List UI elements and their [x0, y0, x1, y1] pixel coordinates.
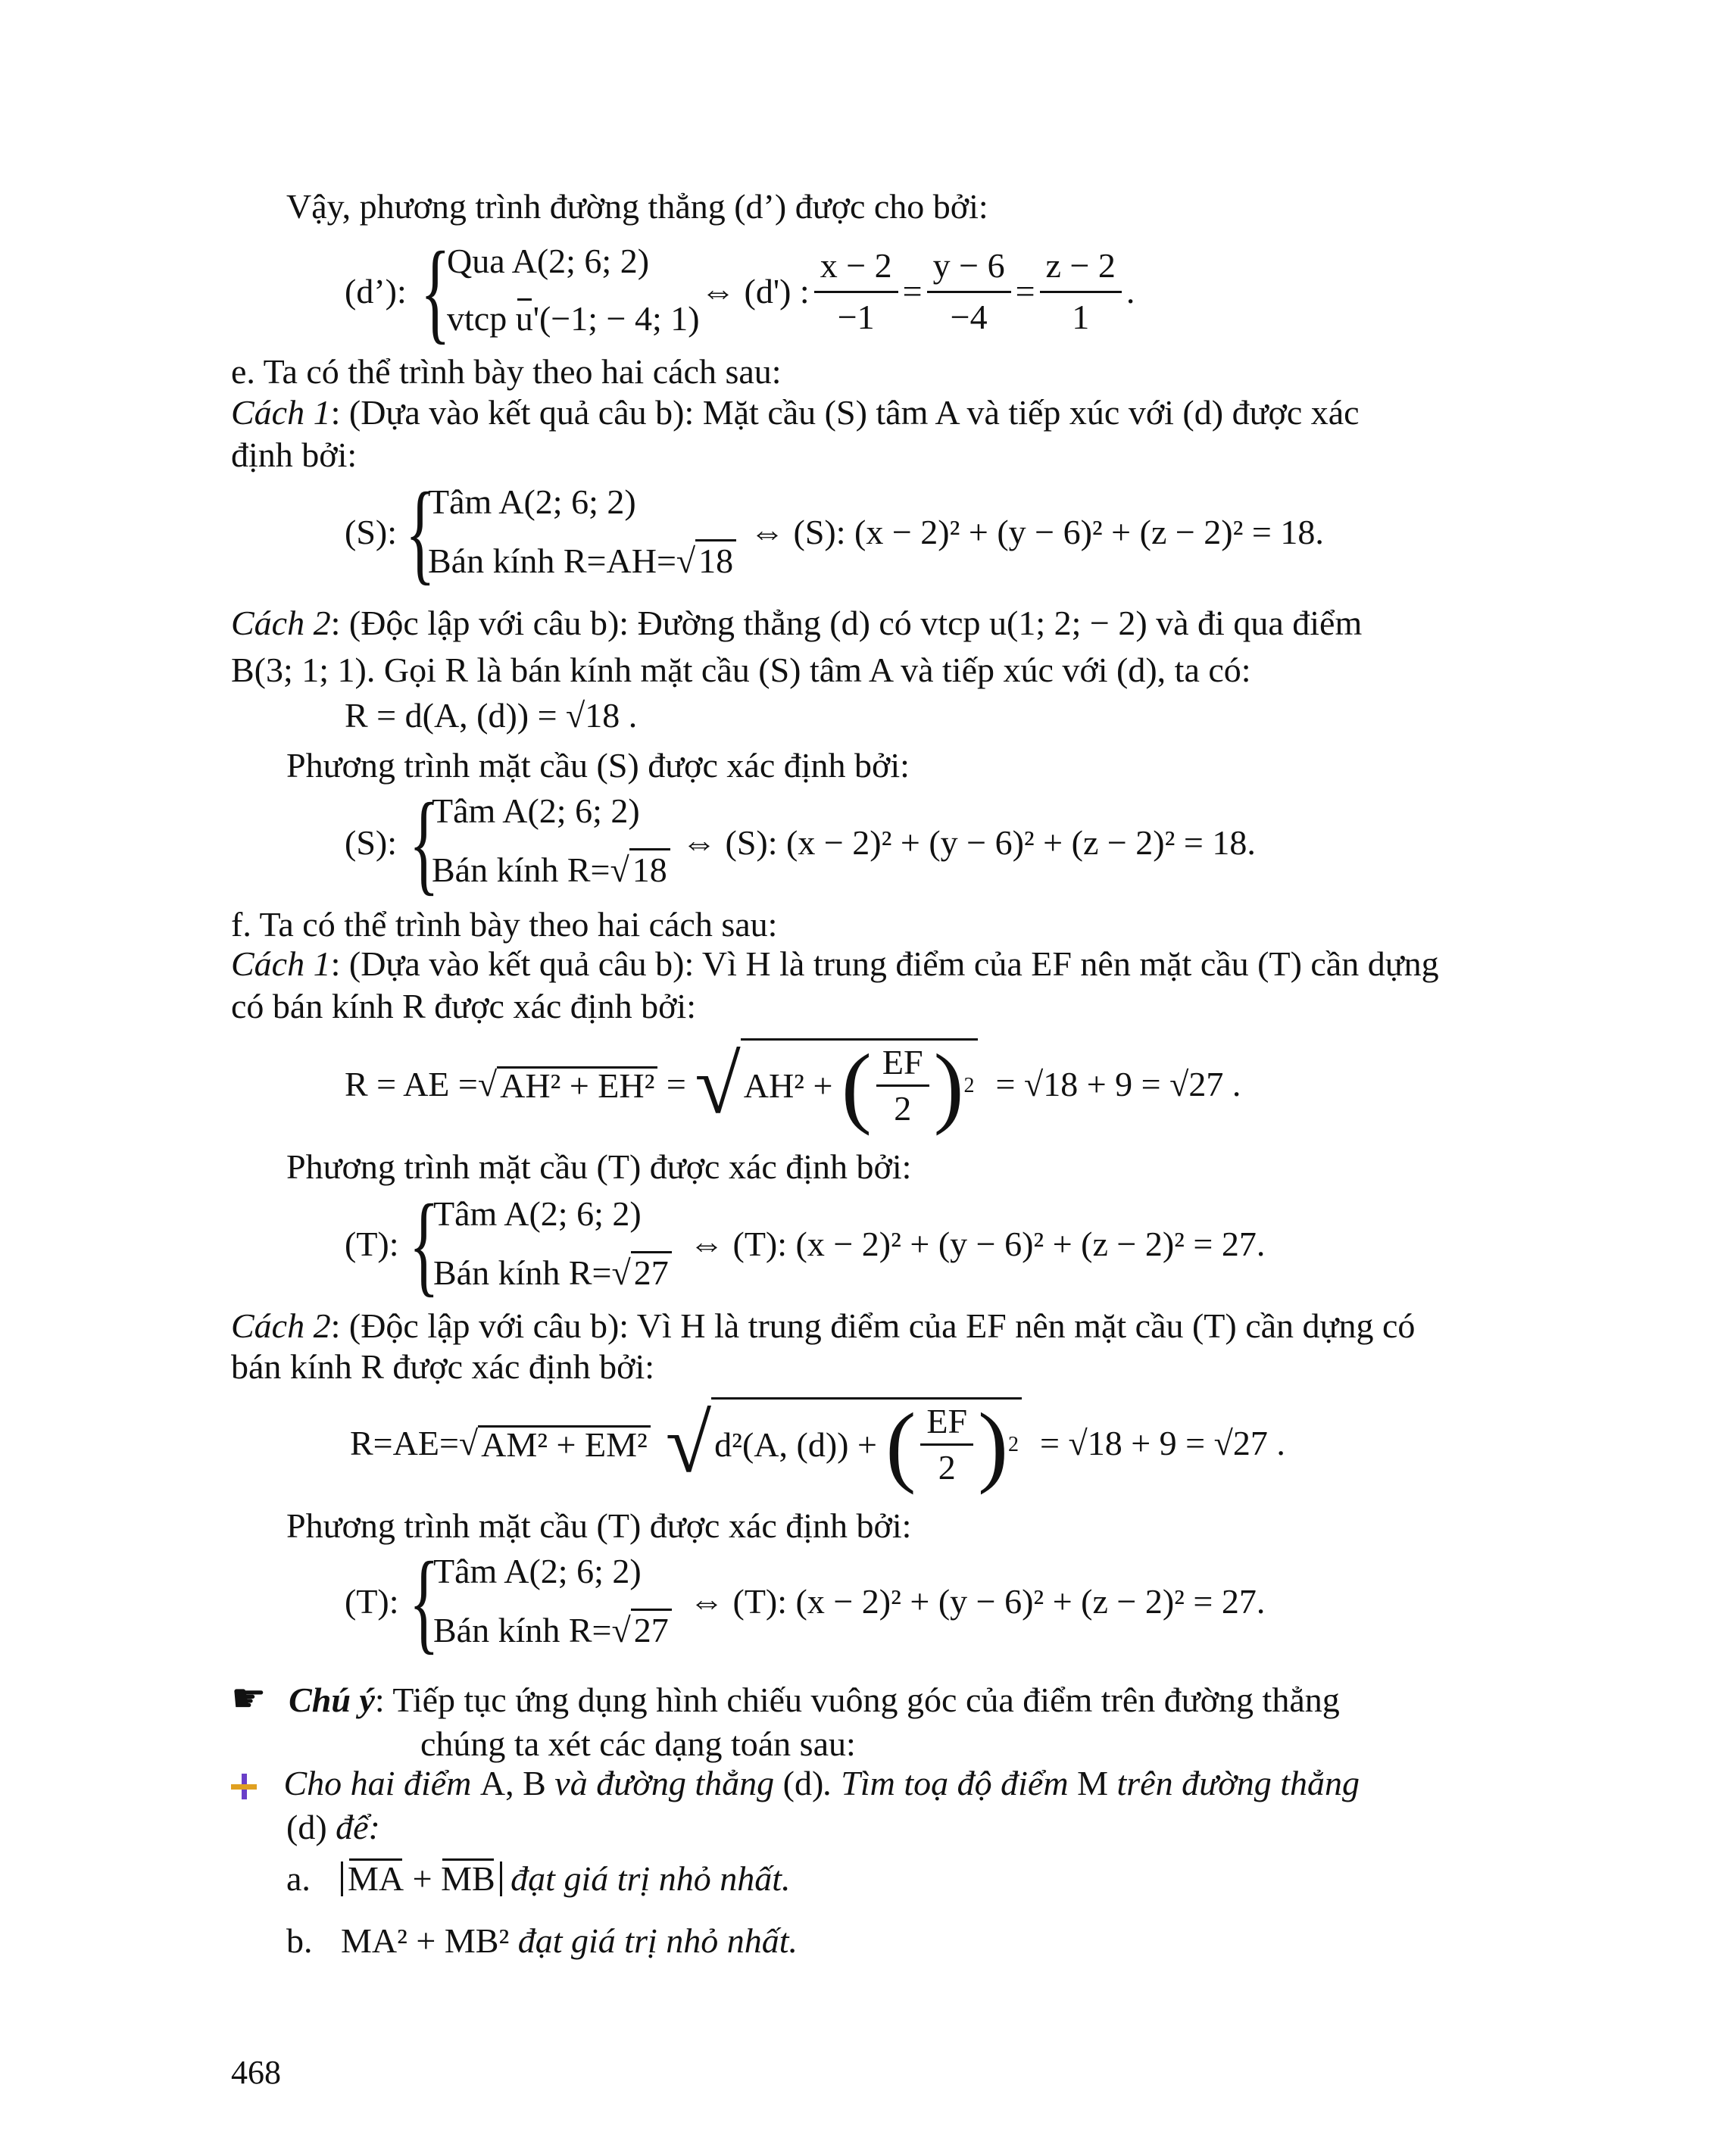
- prob-text-a: Cho hai điểm: [283, 1764, 480, 1802]
- f-pt-line-2: Phương trình mặt cầu (T) được xác định bởi:: [286, 1506, 912, 1545]
- e-pt-line: Phương trình mặt cầu (S) được xác định bởi:: [286, 746, 910, 785]
- f-radius-formula-2: [350, 1390, 1285, 1496]
- s-sys-line-1: Tâm A(2; 6; 2): [428, 482, 636, 521]
- s2-radius-label: Bán kính R=: [432, 850, 610, 889]
- d-frac2-den: −4: [950, 297, 988, 336]
- f-cach2-text: : (Độc lập với câu b): Vì H là trung điểm của EF nên mặt cầu (T) cần dựng có: [330, 1306, 1416, 1345]
- u-vector: [516, 301, 533, 336]
- s-radius-label: Bán kính R=AH=: [428, 541, 676, 580]
- d-equation: [701, 246, 1135, 338]
- paren-right: ): [933, 1034, 964, 1136]
- d-sys-line-1: Qua A(2; 6; 2): [447, 242, 650, 280]
- t2-sys-line-1: Tâm A(2; 6; 2): [433, 1552, 642, 1590]
- d-frac3-num: z − 2: [1040, 246, 1122, 293]
- e-cach2-line: [231, 606, 1362, 641]
- eq-sign: =: [902, 271, 923, 311]
- f-r1-result: = √18 + 9 = √27 .: [995, 1065, 1241, 1103]
- d-frac1-num: x − 2: [814, 246, 898, 293]
- eq-sign: =: [1015, 271, 1035, 311]
- f-r2-rad2-text: d²(A, (d)) +: [714, 1425, 886, 1464]
- s2-equation: ⇔ (S): (x − 2)² + (y − 6)² + (z − 2)² = 18.: [682, 823, 1256, 862]
- qb-label: b.: [286, 1921, 313, 1960]
- prob-text-e: . Tìm toạ độ điểm: [823, 1764, 1078, 1802]
- cach1-label: Cách 1: [231, 944, 331, 983]
- d-fraction-3: [1040, 246, 1122, 338]
- e-cach2-line2: B(3; 1; 1). Gọi R là bán kính mặt cầu (S) tâm A và tiếp xúc với (d), ta có:: [231, 651, 1251, 689]
- f-cach2-line2: bán kính R được xác định bởi:: [231, 1347, 655, 1386]
- f-cach2-line: [231, 1306, 1416, 1345]
- paren-left: (: [841, 1034, 872, 1136]
- page-number: 468: [231, 2054, 281, 2091]
- question-b: [286, 1921, 798, 1960]
- t2-brace: {: [409, 1539, 439, 1665]
- pointing-hand-icon: ☛: [231, 1677, 267, 1721]
- d-frac3-den: 1: [1072, 297, 1090, 336]
- d-equiv: ⇔ (d') :: [701, 271, 810, 311]
- t-label: (T):: [345, 1225, 399, 1263]
- f-r1-rad1: AH² + EH²: [497, 1066, 657, 1103]
- s2-brace: {: [409, 780, 439, 906]
- squared: 2: [1008, 1432, 1019, 1456]
- d-sys-line-2: [447, 301, 700, 336]
- s2-label: (S):: [345, 823, 397, 862]
- prob-text-c: và đường thẳng: [545, 1764, 783, 1802]
- f-r1-eq: =: [657, 1065, 695, 1103]
- note-label: Chú ý: [289, 1680, 375, 1719]
- d-fraction-1: [814, 246, 898, 338]
- prob-line-d: (d): [782, 1764, 824, 1802]
- d-frac1-den: −1: [837, 297, 875, 336]
- f-cach1-line: [231, 944, 1439, 983]
- e-cach1-line2: định bởi:: [231, 435, 358, 474]
- ef-den: 2: [938, 1448, 956, 1487]
- t-radius-value: 27: [631, 1251, 672, 1292]
- t-sys-line-2: Bán kính R=√27: [433, 1256, 672, 1290]
- t2-radius-value: 27: [631, 1609, 672, 1649]
- sqrt-sign-big: √: [665, 1397, 712, 1490]
- t-equation: ⇔ (T): (x − 2)² + (y − 6)² + (z − 2)² = 27.: [689, 1225, 1266, 1263]
- qb-expr: MA² + MB²: [341, 1921, 510, 1960]
- f-radius-formula-1: [345, 1031, 1241, 1137]
- f-r2-lhs: R=AE=: [350, 1424, 459, 1462]
- vector-mb: MB: [441, 1859, 495, 1898]
- t2-radius-label: Bán kính R=: [433, 1611, 612, 1649]
- t-radius-label: Bán kính R=: [433, 1253, 612, 1292]
- f-r2-result: = √18 + 9 = √27 .: [1040, 1424, 1285, 1462]
- problem-line2: [286, 1810, 380, 1845]
- prob-text-g: trên đường thẳng: [1107, 1764, 1360, 1802]
- prob-point-m: M: [1077, 1764, 1108, 1802]
- note-line: [231, 1677, 1340, 1721]
- question-a: [286, 1861, 790, 1896]
- s-sys-line-2: Bán kính R=AH=√18: [428, 544, 736, 579]
- s-radius-value: 18: [695, 539, 736, 580]
- plus-sign: +: [404, 1859, 442, 1898]
- ef-num: EF: [876, 1045, 929, 1087]
- cach1-label: Cách 1: [231, 393, 331, 432]
- e-cach2-text: : (Độc lập với câu b): Đường thẳng (d) có vtcp u(1; 2; − 2) và đi qua điểm: [330, 604, 1363, 642]
- note-text: : Tiếp tục ứng dụng hình chiếu vuông góc của điểm trên đường thẳng: [374, 1680, 1340, 1719]
- e-cach1-text: : (Dựa vào kết quả câu b): Mặt cầu (S) tâm A và tiếp xúc với (d) được xác: [330, 393, 1360, 432]
- sqrt-sign-big: √: [695, 1038, 741, 1131]
- d-sys-coords: '(−1; − 4; 1): [532, 299, 700, 338]
- squared: 2: [963, 1073, 975, 1097]
- d-fraction-2: [927, 246, 1011, 338]
- sqrt-sign: √: [477, 1065, 498, 1103]
- d-brace: {: [420, 229, 451, 354]
- e-radius: R = d(A, (d)) = √18 .: [345, 696, 638, 735]
- f-pt-line-1: Phương trình mặt cầu (T) được xác định bởi:: [286, 1147, 912, 1186]
- prob-points: A, B: [479, 1764, 546, 1802]
- f-r1-rad2: [741, 1034, 978, 1136]
- t-brace: {: [409, 1181, 439, 1307]
- t2-label: (T):: [345, 1582, 399, 1621]
- t2-sys-line-2: Bán kính R=√27: [433, 1613, 672, 1648]
- qb-text: đạt giá trị nhỏ nhất.: [509, 1921, 798, 1960]
- paren-right: ): [978, 1393, 1009, 1495]
- f-r2-rad1: AM² + EM²: [478, 1425, 651, 1462]
- ef-num: EF: [920, 1404, 973, 1446]
- e-heading: e. Ta có thể trình bày theo hai cách sau:: [231, 352, 782, 391]
- vector-ma: MA: [348, 1859, 404, 1898]
- s2-sys-line-1: Tâm A(2; 6; 2): [432, 791, 640, 830]
- s2-sys-line-2: Bán kính R=√18: [432, 853, 670, 888]
- d-label: (d’):: [345, 272, 407, 311]
- qa-text: đạt giá trị nhỏ nhất.: [501, 1859, 791, 1898]
- f-r2-rad2: [711, 1393, 1022, 1495]
- t-sys-line-1: Tâm A(2; 6; 2): [433, 1194, 642, 1233]
- s2-radius-value: 18: [629, 848, 670, 889]
- sqrt-sign: √: [458, 1424, 479, 1462]
- cach2-label: Cách 2: [231, 1306, 331, 1345]
- s-equation: ⇔ (S): (x − 2)² + (y − 6)² + (z − 2)² = 18.: [750, 513, 1324, 551]
- s-label: (S):: [345, 513, 397, 551]
- ef-den: 2: [894, 1089, 912, 1128]
- cach2-label: Cách 2: [231, 604, 331, 642]
- ef-over-2: [920, 1404, 973, 1485]
- t2-equation: ⇔ (T): (x − 2)² + (y − 6)² + (z − 2)² = 27.: [689, 1582, 1266, 1621]
- prob-line-d2: (d): [286, 1808, 327, 1846]
- u-vector-letter: u: [515, 299, 533, 338]
- vector-sum-abs: [341, 1861, 502, 1896]
- paren-left: (: [885, 1393, 916, 1495]
- s-brace: {: [405, 470, 436, 595]
- f-cach1-line2: có bán kính R được xác định bởi:: [231, 987, 696, 1025]
- bullet-plus-icon: [231, 1774, 257, 1799]
- f-heading: f. Ta có thể trình bày theo hai cách sau:: [231, 905, 778, 944]
- f-cach1-text: : (Dựa vào kết quả câu b): Vì H là trung điểm của EF nên mặt cầu (T) cần dựng: [330, 944, 1439, 983]
- problem-line: [231, 1766, 1360, 1801]
- e-cach1-line: [231, 395, 1360, 430]
- f-r1-rad2-text: AH² +: [743, 1066, 841, 1105]
- line-vay: Vậy, phương trình đường thẳng (d’) được cho bởi:: [286, 187, 988, 226]
- ef-over-2: [876, 1045, 929, 1126]
- qa-label: a.: [286, 1859, 311, 1898]
- d-frac2-num: y − 6: [927, 246, 1011, 293]
- prob-text-i: để:: [326, 1808, 380, 1846]
- d-sys-vtcp: vtcp: [447, 299, 516, 338]
- f-r1-lhs: R = AE =: [345, 1065, 478, 1103]
- period: .: [1126, 271, 1135, 311]
- note-line2: chúng ta xét các dạng toán sau:: [420, 1724, 856, 1763]
